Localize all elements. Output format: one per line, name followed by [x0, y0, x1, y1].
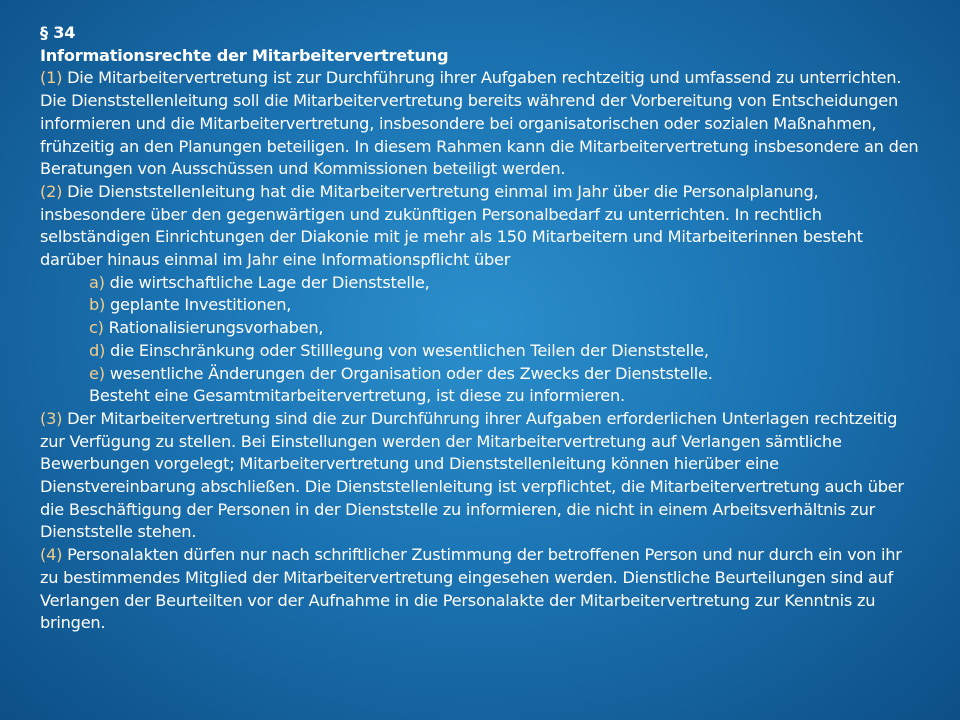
paragraph-1-number: (1): [40, 68, 63, 88]
list-item-label: a): [89, 272, 105, 292]
paragraph-2-number: (2): [40, 181, 63, 201]
list-item-text: wesentliche Änderungen der Organisation oder des Zwecks der Dienststelle.: [109, 363, 713, 383]
list-item-a: [40, 272, 920, 295]
paragraph-3: [40, 408, 920, 544]
list-item-text: die wirtschaftliche Lage der Dienststelle,: [109, 272, 430, 292]
section-title: Informationsrechte der Mitarbeitervertretung: [40, 45, 449, 65]
list-item-d: [40, 340, 920, 363]
list-item-text: Rationalisierungsvorhaben,: [108, 318, 324, 338]
paragraph-3-text: Der Mitarbeitervertretung sind die zur Durchführung ihrer Aufgaben erforderlichen Unterlagen rechtzeitig zur Verfügung zu stellen. Bei Einstellungen werden der Mitarbeitervertretung auf Verlangen sämtliche Bewerbungen vorgelegt; Mitarbeitervertretung und Dienststellenleitung können hierüber eine Dienstvereinbarung abschließen. Die Dienststellenleitung ist verpflichtet, die Mitarbeitervertretung auch über die Beschäftigung der Personen in der Dienststelle zu informieren, die nicht in einem Arbeitsverhältnis zur Dienststelle stehen.: [40, 408, 904, 542]
list-item-label: c): [89, 318, 104, 338]
list-item-b: [40, 294, 920, 317]
paragraph-4: [40, 544, 920, 635]
paragraph-2-text: Die Dienststellenleitung hat die Mitarbeitervertretung einmal im Jahr über die Personalplanung, insbesondere über den gegenwärtigen und zukünftigen Personalbedarf zu unterrichten. In rechtlich selbständigen Einrichtungen der Diakonie mit je mehr als 150 Mitarbeitern und Mitarbeiterinnen besteht darüber hinaus einmal im Jahr eine Informationspflicht über: [40, 181, 863, 270]
paragraph-2: [40, 181, 920, 272]
slide-content: [40, 22, 920, 635]
list-item-label: b): [89, 295, 106, 315]
paragraph-2-closing: Besteht eine Gesamtmitarbeitervertretung, ist diese zu informieren.: [89, 386, 625, 406]
section-number: § 34: [40, 23, 76, 42]
list-item-text: geplante Investitionen,: [110, 295, 292, 315]
paragraph-1: [40, 67, 920, 181]
list-item-text: die Einschränkung oder Stilllegung von wesentlichen Teilen der Dienststelle,: [110, 340, 709, 360]
list-item-label: d): [89, 340, 106, 360]
paragraph-4-number: (4): [40, 545, 63, 565]
list-item-label: e): [89, 363, 105, 383]
list-item-e: [40, 363, 920, 386]
list-item-c: [40, 317, 920, 340]
paragraph-4-text: Personalakten dürfen nur nach schriftlicher Zustimmung der betroffenen Person und nur durch ein von ihr zu bestimmendes Mitglied der Mitarbeitervertretung eingesehen werden. Dienstliche Beurteilungen sind auf Verlangen der Beurteilten vor der Aufnahme in die Personalakte der Mitarbeitervertretung zur Kenntnis zu bringen.: [40, 545, 902, 633]
paragraph-1-text: Die Mitarbeitervertretung ist zur Durchführung ihrer Aufgaben rechtzeitig und umfassend zu unterrichten. Die Dienststellenleitung soll die Mitarbeitervertretung bereits während der Vorbereitung von Entscheidungen informieren und die Mitarbeitervertretung, insbesondere bei organisatorischen oder sozialen Maßnahmen, frühzeitig an den Planungen beteiligen. In diesem Rahmen kann die Mitarbeitervertretung insbesondere an den Beratungen von Ausschüssen und Kommissionen beteiligt werden.: [40, 68, 919, 179]
paragraph-3-number: (3): [40, 408, 63, 428]
